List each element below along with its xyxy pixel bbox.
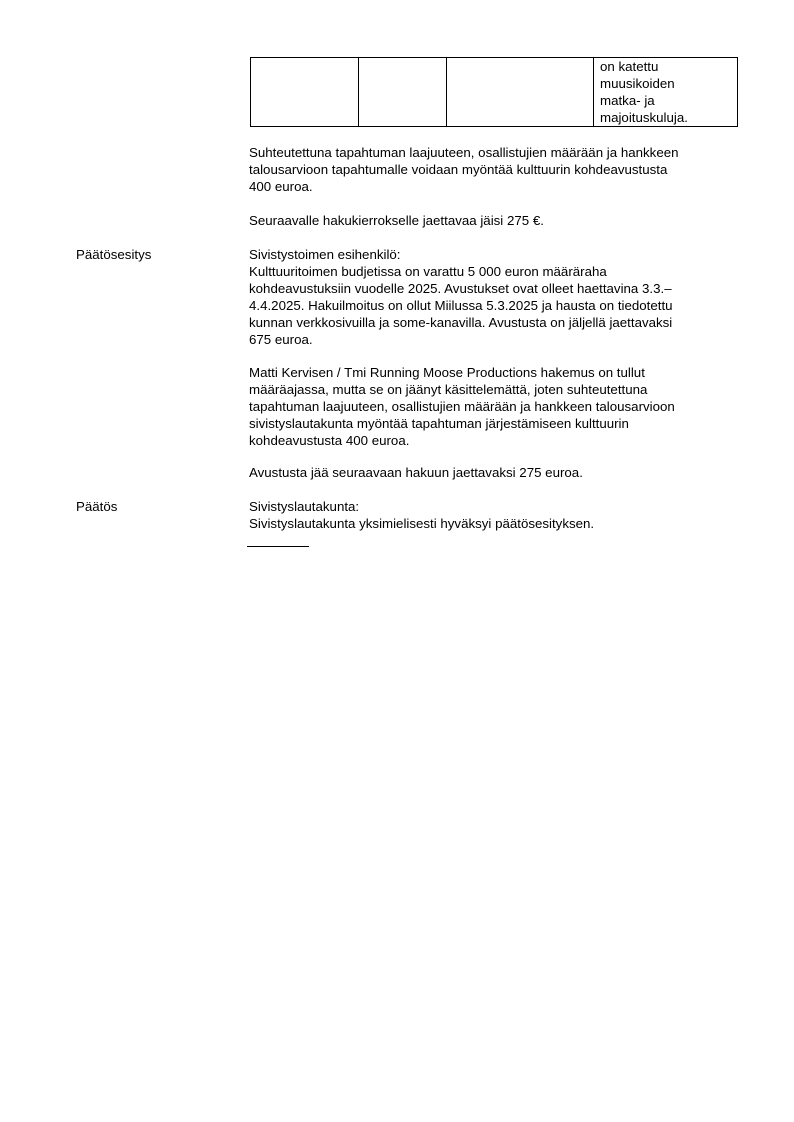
proposal-remaining-paragraph (249, 464, 729, 481)
table-cell (447, 58, 594, 127)
proposal-label: Päätösesitys (76, 247, 152, 262)
table-cell-last (594, 58, 738, 127)
text-line: sivistyslautakunta myöntää tapahtuman järjestämiseen kulttuurin (249, 416, 629, 431)
text-line: talousarvioon tapahtumalle voidaan myöntää kulttuurin kohdeavustusta (249, 162, 668, 177)
decision-label: Päätös (76, 499, 118, 514)
table-cell-line: matka- ja (600, 93, 655, 108)
text-line: kunnan verkkosivuilla ja some-kanavilla. Avustusta on jäljellä jaettavaksi (249, 315, 673, 330)
decision-text-line: Sivistyslautakunta yksimielisesti hyväksyi päätösesityksen. (249, 516, 595, 531)
text-line: Seuraavalle hakukierrokselle jaettavaa jäisi 275 €. (249, 213, 544, 228)
table-cell-line: majoituskuluja. (600, 110, 688, 125)
table-cell (359, 58, 447, 127)
text-line: kohdeavustusta 400 euroa. (249, 433, 410, 448)
intro-paragraph (249, 144, 729, 195)
text-line: 4.4.2025. Hakuilmoitus on ollut Miilussa 5.3.2025 ja hausta on tiedotettu (249, 298, 673, 313)
text-line: Avustusta jää seuraavaan hakuun jaettavaksi 275 euroa. (249, 465, 583, 480)
table-fragment (250, 57, 738, 127)
text-line: tapahtuman laajuuteen, osallistujien määrään ja hankkeen talousarvioon (249, 399, 675, 414)
text-line: Kulttuuritoimen budjetissa on varattu 5 000 euron määräraha (249, 264, 607, 279)
text-line: 675 euroa. (249, 332, 313, 347)
decision-body (249, 498, 729, 532)
decision-body-line: Sivistyslautakunta: (249, 499, 360, 514)
table-cell-line: muusikoiden (600, 76, 675, 91)
proposal-decision-paragraph (249, 364, 729, 449)
table-cell-line: on katettu (600, 59, 659, 74)
presenter-line: Sivistystoimen esihenkilö: (249, 247, 401, 262)
table-row (251, 58, 738, 127)
table-cell (251, 58, 359, 127)
end-rule (247, 546, 309, 547)
text-line: määräajassa, mutta se on jäänyt käsittelemättä, joten suhteutettuna (249, 382, 648, 397)
text-line: kohdeavustuksiin vuodelle 2025. Avustukset ovat olleet haettavina 3.3.– (249, 281, 672, 296)
text-line: Suhteutettuna tapahtuman laajuuteen, osallistujien määrään ja hankkeen (249, 145, 679, 160)
remaining-paragraph (249, 212, 729, 229)
text-line: 400 euroa. (249, 179, 313, 194)
text-line: Matti Kervisen / Tmi Running Moose Productions hakemus on tullut (249, 365, 645, 380)
proposal-body (249, 246, 729, 348)
